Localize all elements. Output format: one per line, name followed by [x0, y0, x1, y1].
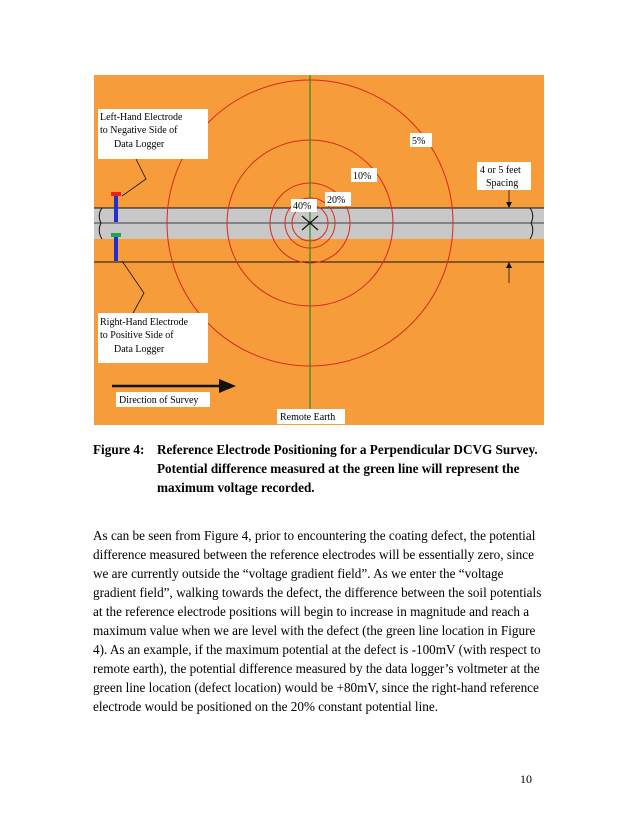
right-electrode-label-line3: Data Logger — [114, 344, 165, 355]
pct-40-label: 40% — [293, 201, 312, 212]
left-electrode-label-line1: Left-Hand Electrode — [100, 112, 183, 123]
figure-4-diagram — [94, 75, 544, 425]
direction-label: Direction of Survey — [119, 395, 199, 406]
spacing-label-line2: Spacing — [486, 178, 519, 189]
figure-number: Figure 4: — [93, 442, 145, 457]
figure-caption — [93, 440, 543, 497]
remote-earth-label: Remote Earth — [280, 412, 336, 423]
left-electrode-label-line3: Data Logger — [114, 139, 165, 150]
right-electrode-label-line2: to Positive Side of — [100, 330, 174, 341]
pct-10-label: 10% — [353, 171, 372, 182]
spacing-label-line1: 4 or 5 feet — [480, 165, 521, 176]
dcvg-diagram-svg — [94, 75, 544, 425]
pct-5-label: 5% — [412, 136, 426, 147]
right-electrode-label-line1: Right-Hand Electrode — [100, 317, 189, 328]
pct-20-label: 20% — [327, 195, 346, 206]
figure-caption-text: Reference Electrode Positioning for a Perpendicular DCVG Survey. Potential difference measured at the green line will represent the maximum voltage recorded. — [157, 442, 538, 495]
page-number: 10 — [520, 772, 532, 786]
pipeline-band — [94, 208, 544, 239]
body-paragraph: As can be seen from Figure 4, prior to encountering the coating defect, the potential difference measured between the reference electrodes will be essentially zero, since we are currently outside the “voltage gradient field”. As we enter the “voltage gradient field”, walking towards the defect, the difference between the soil potentials at the reference electrode positions will begin to increase in magnitude and reach a maximum value when we are level with the defect (the green line location in Figure 4). As an example, if the maximum potential at the defect is -100mV (with respect to remote earth), the potential difference measured by the data logger’s voltmeter at the green line location (defect location) would be +80mV, since the right-hand reference electrode would be positioned on the 20% constant potential line. — [93, 528, 542, 714]
left-electrode-label-line2: to Negative Side of — [100, 125, 178, 136]
